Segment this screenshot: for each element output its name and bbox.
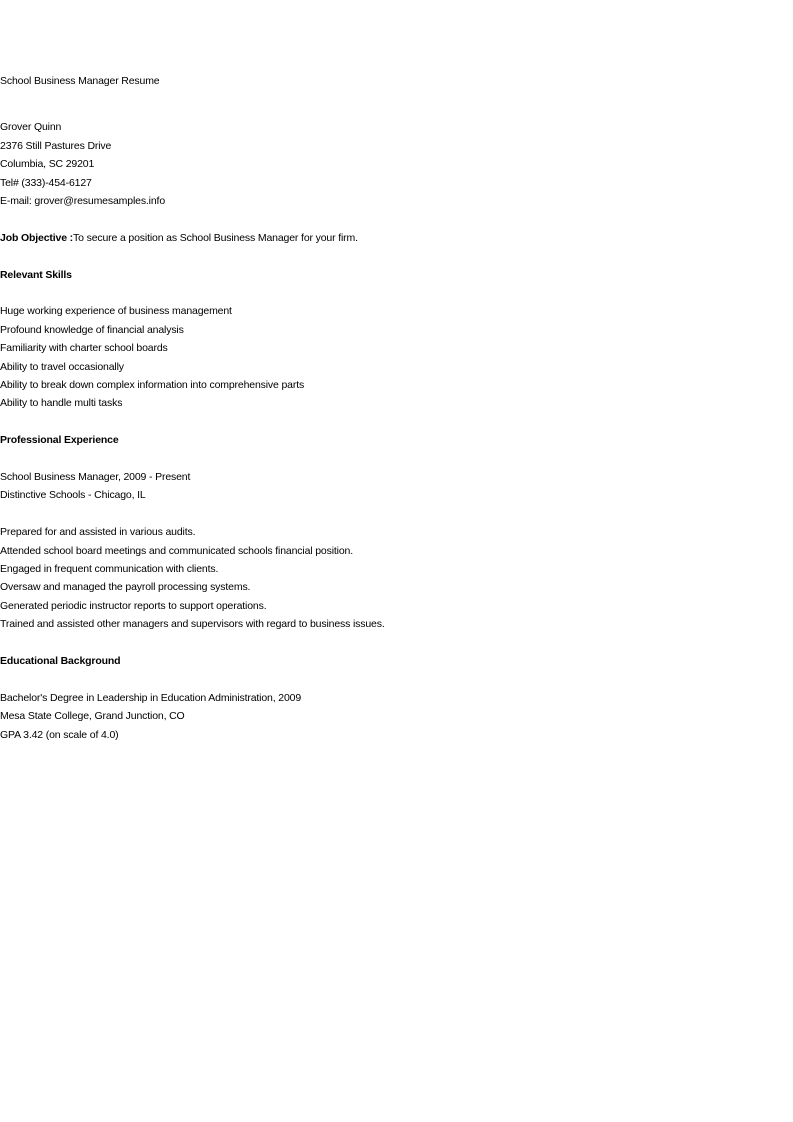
education-gpa: GPA 3.42 (on scale of 4.0) [0,729,119,741]
duty-item: Engaged in frequent communication with clients. [0,563,219,575]
page-title: School Business Manager Resume [0,75,160,87]
education-school: Mesa State College, Grand Junction, CO [0,710,185,722]
skill-item: Huge working experience of business management [0,305,232,317]
skill-item: Ability to handle multi tasks [0,397,123,409]
job-objective-label: Job Objective : [0,232,74,244]
duty-item: Trained and assisted other managers and supervisors with regard to business issues. [0,618,385,630]
skill-item: Ability to break down complex information into comprehensive parts [0,379,305,391]
experience-heading: Professional Experience [0,434,119,446]
contact-email: E-mail: grover@resumesamples.info [0,195,166,207]
skill-item: Ability to travel occasionally [0,361,124,373]
duty-item: Attended school board meetings and communicated schools financial position. [0,545,353,557]
skill-item: Profound knowledge of financial analysis [0,324,184,336]
duty-item: Oversaw and managed the payroll processing systems. [0,581,251,593]
experience-position: School Business Manager, 2009 - Present [0,471,191,483]
skills-heading: Relevant Skills [0,269,72,281]
skill-item: Familiarity with charter school boards [0,342,168,354]
contact-name: Grover Quinn [0,121,62,133]
job-objective-text: To secure a position as School Business Manager for your firm. [73,232,358,244]
education-degree: Bachelor's Degree in Leadership in Education Administration, 2009 [0,692,302,704]
contact-city: Columbia, SC 29201 [0,158,95,170]
contact-street: 2376 Still Pastures Drive [0,140,112,152]
contact-phone: Tel# (333)-454-6127 [0,177,92,189]
education-heading: Educational Background [0,655,121,667]
duty-item: Prepared for and assisted in various audits. [0,526,196,538]
experience-employer: Distinctive Schools - Chicago, IL [0,489,146,501]
job-objective [0,231,358,245]
duty-item: Generated periodic instructor reports to support operations. [0,600,267,612]
